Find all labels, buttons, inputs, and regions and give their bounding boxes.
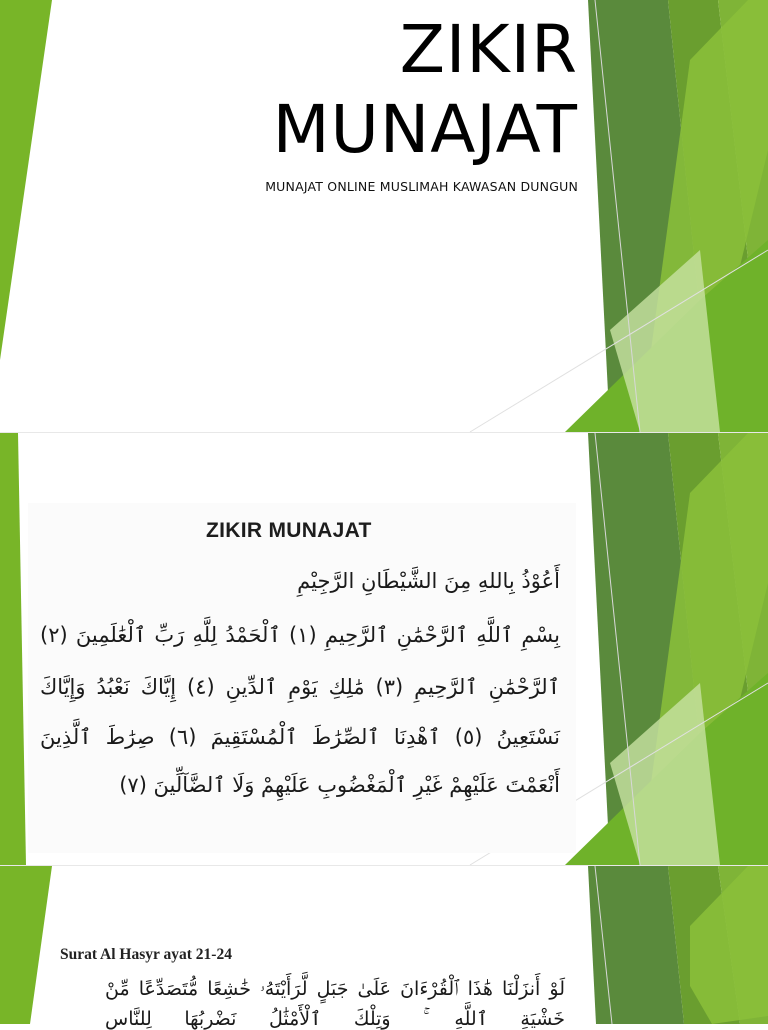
- left-accent-shape: [0, 866, 52, 1024]
- slide-title: [0, 0, 768, 432]
- left-accent-shape: [0, 433, 26, 865]
- arabic-line: ٱلرَّحْمَٰنِ ٱلرَّحِيمِ (٣) مَٰلِكِ يَوْمِ ٱلدِّينِ (٤) إِيَّاكَ نَعْبُدُ وَإِيَّاكَ: [40, 675, 560, 699]
- arabic-line: بِسْمِ ٱللَّهِ ٱلرَّحْمَٰنِ ٱلرَّحِيمِ (١) ٱلْحَمْدُ لِلَّهِ رَبِّ ٱلْعَٰلَمِينَ (٢): [40, 623, 560, 647]
- slide-decoration: [0, 866, 768, 1024]
- section-heading: Surat Al Hasyr ayat 21-24: [60, 946, 232, 963]
- arabic-line: أَعُوْذُ بِاللهِ مِنَ الشَّيْطَانِ الرَّجِيْمِ: [297, 569, 560, 593]
- section-heading: ZIKIR MUNAJAT: [206, 519, 372, 542]
- right-band-dark: [588, 866, 684, 1024]
- title-line-1: ZIKIR: [399, 11, 578, 88]
- subtitle: MUNAJAT ONLINE MUSLIMAH KAWASAN DUNGUN: [265, 179, 578, 194]
- arabic-line: لَوْ أَنزَلْنَا هَٰذَا ٱلْقُرْءَانَ عَلَىٰ جَبَلٍ لَّرَأَيْتَهُۥ خَٰشِعًا مُّتَصَدِّعًا مِّنْ: [105, 978, 565, 1000]
- slide-zikir-munajat: [0, 433, 768, 865]
- page-title: [273, 10, 578, 170]
- left-accent-shape: [0, 0, 52, 360]
- arabic-line: أَنْعَمْتَ عَلَيْهِمْ غَيْرِ ٱلْمَغْضُوبِ عَلَيْهِمْ وَلَا ٱلضَّآلِّينَ (٧): [119, 773, 560, 797]
- arabic-line: خَشْيَةِ ٱللَّهِ ۚ وَتِلْكَ ٱلْأَمْثَٰلُ نَضْرِبُهَا لِلنَّاسِ: [105, 1008, 565, 1030]
- slide-al-hasyr: [0, 866, 768, 1030]
- title-line-2: MUNAJAT: [272, 91, 578, 168]
- arabic-line: نَسْتَعِينُ (٥) ٱهْدِنَا ٱلصِّرَٰطَ ٱلْمُسْتَقِيمَ (٦) صِرَٰطَ ٱلَّذِينَ: [40, 725, 560, 749]
